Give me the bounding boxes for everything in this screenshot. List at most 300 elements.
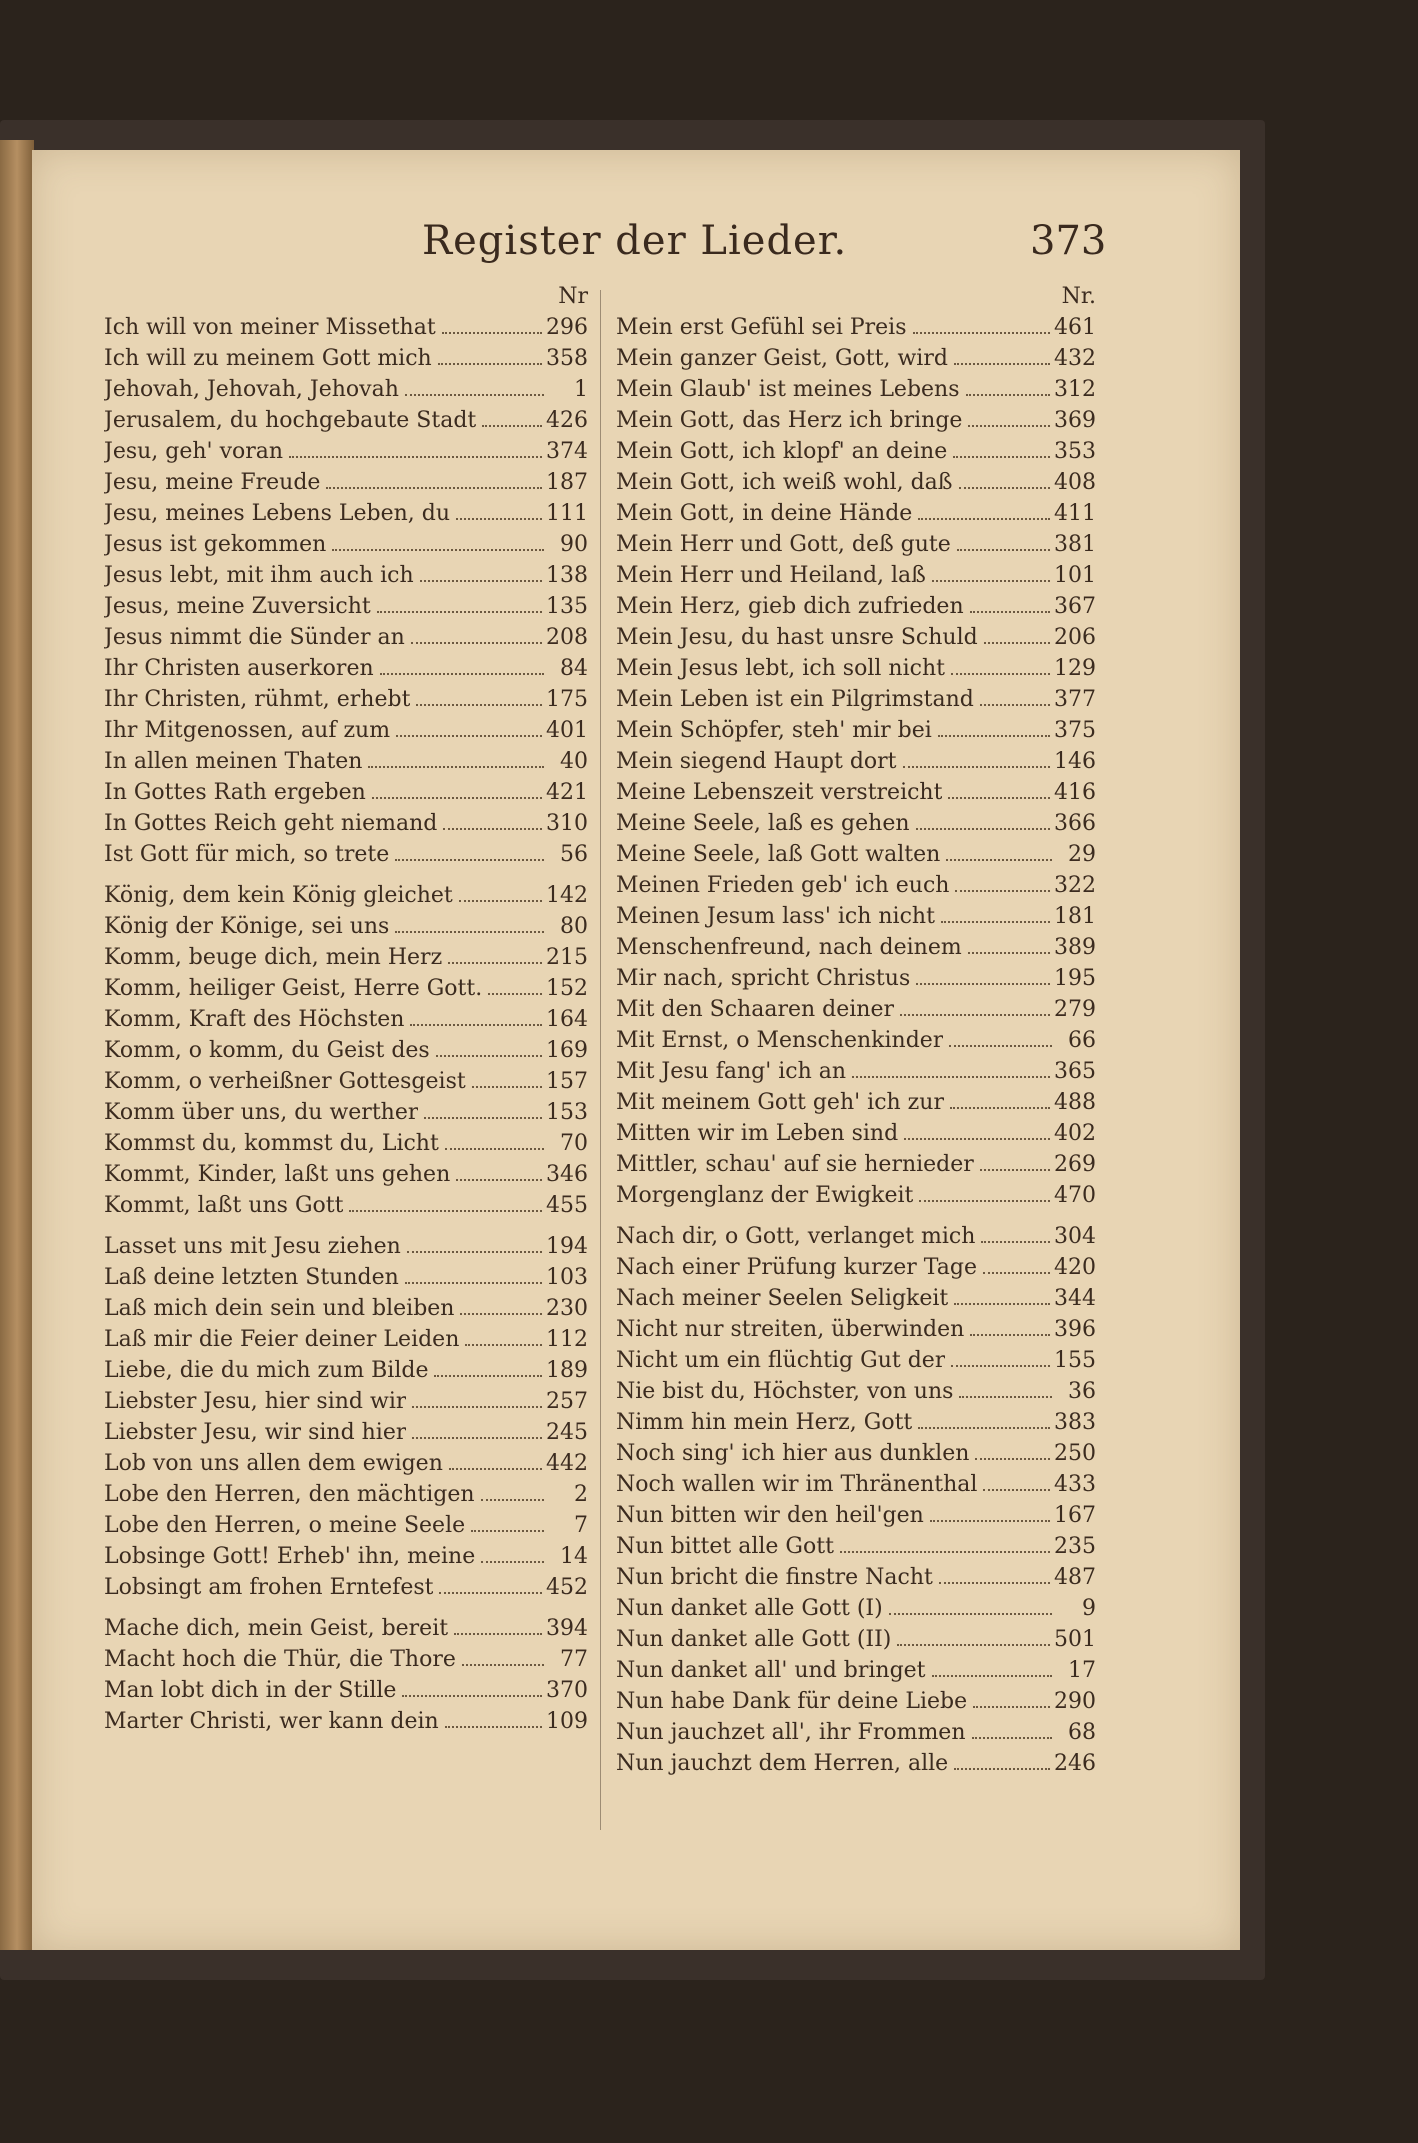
dot-leader [904, 1138, 1050, 1140]
dot-leader [930, 1520, 1050, 1522]
hymn-number: 187 [546, 470, 588, 495]
hymn-title: In allen meinen Thaten [104, 749, 363, 774]
hymn-title: Mein Schöpfer, steh' mir bei [616, 718, 932, 743]
dot-leader [412, 1406, 542, 1408]
index-entry [616, 405, 1096, 436]
dot-leader [442, 332, 542, 334]
dot-leader [972, 1737, 1053, 1739]
dot-leader [471, 1530, 544, 1532]
dot-leader [939, 1582, 1050, 1584]
hymn-title: Mein Gott, ich klopf' an deine [616, 439, 948, 464]
hymn-title: König der Könige, sei uns [104, 914, 390, 939]
hymn-title: Jesus nimmt die Sünder an [104, 625, 405, 650]
index-entry [616, 1469, 1096, 1500]
hymn-title: Mit Ernst, o Menschenkinder [616, 1028, 944, 1053]
dot-leader [932, 1675, 1052, 1677]
hymn-number: 101 [1054, 563, 1096, 588]
index-entry [104, 1355, 588, 1386]
hymn-title: Komm, o komm, du Geist des [104, 1038, 430, 1063]
dot-leader [966, 394, 1050, 396]
index-column-left [104, 282, 588, 1737]
index-entry [104, 653, 588, 684]
hymn-title: Laß mich dein sein und bleiben [104, 1296, 455, 1321]
hymn-title: Liebster Jesu, hier sind wir [104, 1389, 407, 1414]
index-entry [104, 1262, 588, 1293]
dot-leader [900, 1014, 1050, 1016]
dot-leader [289, 456, 542, 458]
hymn-number: 370 [546, 1678, 588, 1703]
index-entry [616, 1438, 1096, 1469]
dot-leader [465, 1344, 542, 1346]
hymn-number: 167 [1054, 1503, 1096, 1528]
index-entry [104, 1035, 588, 1066]
hymn-number: 111 [546, 501, 588, 526]
hymn-number: 488 [1054, 1090, 1096, 1115]
hymn-number: 153 [546, 1100, 588, 1125]
dot-leader [462, 1664, 544, 1666]
hymn-title: Kommt, laßt uns Gott [104, 1193, 344, 1218]
index-entry [104, 374, 588, 405]
index-entry [616, 1624, 1096, 1655]
hymn-number: 164 [546, 1007, 588, 1032]
hymn-title: Jesu, meine Freude [104, 470, 321, 495]
index-entry [104, 1097, 588, 1128]
hymn-number: 155 [1054, 1348, 1096, 1373]
hymn-number: 181 [1054, 904, 1096, 929]
hymn-title: Mir nach, spricht Christus [616, 966, 911, 991]
hymn-number: 9 [1082, 1596, 1096, 1621]
index-entry [616, 1314, 1096, 1345]
hymn-number: 235 [1054, 1534, 1096, 1559]
dot-leader [481, 1499, 544, 1501]
dot-leader [946, 859, 1052, 861]
hymn-title: Lobe den Herren, den mächtigen [104, 1482, 475, 1507]
hymn-number: 142 [546, 883, 588, 908]
dot-leader [951, 673, 1050, 675]
hymn-title: Komm, Kraft des Höchsten [104, 1007, 405, 1032]
index-entry [616, 1221, 1096, 1252]
index-entry [104, 1510, 588, 1541]
index-entry [616, 622, 1096, 653]
dot-leader [938, 735, 1050, 737]
index-entry [616, 1655, 1096, 1686]
hymn-number: 394 [546, 1616, 588, 1641]
hymn-number: 442 [546, 1451, 588, 1476]
hymn-number: 135 [546, 594, 588, 619]
hymn-title: Laß mir die Feier deiner Leiden [104, 1327, 460, 1352]
index-entry [104, 529, 588, 560]
hymn-title: Nun habe Dank für deine Liebe [616, 1689, 968, 1714]
index-entry [616, 1252, 1096, 1283]
dot-leader [897, 1644, 1050, 1646]
index-entry [104, 560, 588, 591]
index-entry [104, 684, 588, 715]
dot-leader [975, 1458, 1050, 1460]
hymn-number: 310 [546, 811, 588, 836]
hymn-title: Lob von uns allen dem ewigen [104, 1451, 443, 1476]
index-entry [616, 777, 1096, 808]
hymn-title: Nun bitten wir den heil'gen [616, 1503, 924, 1528]
hymn-number: 383 [1054, 1410, 1096, 1435]
dot-leader [889, 1613, 1052, 1615]
hymn-number: 279 [1054, 997, 1096, 1022]
index-entry [104, 1541, 588, 1572]
hymn-number: 426 [546, 408, 588, 433]
index-entry [104, 1479, 588, 1510]
dot-leader [405, 1282, 542, 1284]
group-gap [104, 1221, 588, 1231]
hymn-number: 70 [560, 1131, 588, 1156]
hymn-title: Meine Seele, laß Gott walten [616, 842, 941, 867]
index-entry [616, 1717, 1096, 1748]
index-entry [616, 1686, 1096, 1717]
hymn-title: Mache dich, mein Geist, bereit [104, 1616, 449, 1641]
dot-leader [460, 1313, 542, 1315]
dot-leader [456, 1179, 542, 1181]
hymn-number: 245 [546, 1420, 588, 1445]
index-entry [616, 715, 1096, 746]
hymn-title: Jerusalem, du hochgebaute Stadt [104, 408, 477, 433]
hymn-number: 175 [546, 687, 588, 712]
hymn-title: Meinen Jesum lass' ich nicht [616, 904, 935, 929]
index-entry [104, 1231, 588, 1262]
dot-leader [445, 1726, 542, 1728]
hymn-title: König, dem kein König gleichet [104, 883, 453, 908]
dot-leader [481, 1561, 544, 1563]
dot-leader [941, 921, 1050, 923]
index-entry [616, 1283, 1096, 1314]
hymn-title: Noch sing' ich hier aus dunklen [616, 1441, 970, 1466]
hymn-title: Mit meinem Gott geh' ich zur [616, 1090, 944, 1115]
index-entry [616, 684, 1096, 715]
hymn-title: Mein Gott, ich weiß wohl, daß [616, 470, 953, 495]
hymn-title: Laß deine letzten Stunden [104, 1265, 399, 1290]
dot-leader [840, 1551, 1050, 1553]
index-entry [616, 467, 1096, 498]
hymn-number: 408 [1054, 470, 1096, 495]
dot-leader [372, 797, 542, 799]
dot-leader [405, 394, 544, 396]
hymn-number: 374 [546, 439, 588, 464]
dot-leader [482, 425, 542, 427]
hymn-number: 56 [560, 842, 588, 867]
dot-leader [449, 1468, 542, 1470]
index-entry [616, 1149, 1096, 1180]
index-entry [104, 591, 588, 622]
hymn-number: 296 [546, 315, 588, 340]
dot-leader [326, 487, 542, 489]
hymn-title: Morgenglanz der Ewigkeit [616, 1183, 914, 1208]
hymn-number: 68 [1068, 1720, 1096, 1745]
hymn-number: 157 [546, 1069, 588, 1094]
index-entry [104, 808, 588, 839]
dot-leader [402, 1695, 542, 1697]
hymn-title: Ihr Christen auserkoren [104, 656, 374, 681]
index-entry [616, 343, 1096, 374]
hymn-title: Nun danket alle Gott (I) [616, 1596, 883, 1621]
page-number: 373 [1030, 218, 1107, 264]
index-entry [104, 715, 588, 746]
hymn-number: 129 [1054, 656, 1096, 681]
hymn-title: Meinen Frieden geb' ich euch [616, 873, 950, 898]
hymn-number: 401 [546, 718, 588, 743]
dot-leader [959, 1396, 1052, 1398]
nr-column-header: Nr [558, 284, 588, 309]
hymn-title: Mein Jesu, du hast unsre Schuld [616, 625, 978, 650]
index-entry [104, 1293, 588, 1324]
index-entry [104, 1448, 588, 1479]
dot-leader [412, 1437, 542, 1439]
index-entry [104, 1324, 588, 1355]
dot-leader [434, 1375, 542, 1377]
hymn-title: Komm, o verheißner Gottesgeist [104, 1069, 466, 1094]
index-entry [104, 1644, 588, 1675]
index-entry [616, 1562, 1096, 1593]
dot-leader [445, 1148, 544, 1150]
dot-leader [954, 363, 1050, 365]
hymn-number: 402 [1054, 1121, 1096, 1146]
index-entry [104, 942, 588, 973]
hymn-number: 344 [1054, 1286, 1096, 1311]
dot-leader [954, 1768, 1050, 1770]
dot-leader [488, 993, 542, 995]
dot-leader [916, 828, 1050, 830]
dot-leader [968, 952, 1050, 954]
hymn-number: 1 [574, 377, 588, 402]
hymn-number: 433 [1054, 1472, 1096, 1497]
dot-leader [968, 425, 1050, 427]
hymn-title: Kommt, Kinder, laßt uns gehen [104, 1162, 451, 1187]
hymn-title: Nicht um ein flüchtig Gut der [616, 1348, 946, 1373]
dot-leader [448, 962, 542, 964]
index-entry [104, 880, 588, 911]
dot-leader [980, 704, 1050, 706]
dot-leader [951, 1365, 1050, 1367]
dot-leader [970, 611, 1050, 613]
hymn-number: 257 [546, 1389, 588, 1414]
hymn-number: 215 [546, 945, 588, 970]
hymn-title: Lobe den Herren, o meine Seele [104, 1513, 466, 1538]
dot-leader [984, 642, 1050, 644]
hymn-title: Nun bittet alle Gott [616, 1534, 834, 1559]
hymn-title: Liebe, die du mich zum Bilde [104, 1358, 429, 1383]
hymn-number: 411 [1054, 501, 1096, 526]
hymn-number: 66 [1068, 1028, 1096, 1053]
hymn-title: Mein Herz, gieb dich zufrieden [616, 594, 964, 619]
hymn-title: Jesus, meine Zuversicht [104, 594, 371, 619]
hymn-number: 230 [546, 1296, 588, 1321]
dot-leader [918, 1427, 1050, 1429]
dot-leader [377, 611, 542, 613]
hymn-title: Liebster Jesu, wir sind hier [104, 1420, 407, 1445]
dot-leader [919, 1200, 1050, 1202]
hymn-number: 304 [1054, 1224, 1096, 1249]
hymn-number: 290 [1054, 1689, 1096, 1714]
index-entry [104, 1417, 588, 1448]
dot-leader [903, 766, 1050, 768]
hymn-number: 455 [546, 1193, 588, 1218]
group-gap [616, 1211, 1096, 1221]
index-entry [616, 436, 1096, 467]
hymn-number: 206 [1054, 625, 1096, 650]
group-gap [104, 870, 588, 880]
hymn-number: 501 [1054, 1627, 1096, 1652]
dot-leader [913, 332, 1050, 334]
index-entry [616, 808, 1096, 839]
index-entry [104, 1386, 588, 1417]
hymn-title: Mein Leben ist ein Pilgrimstand [616, 687, 974, 712]
dot-leader [456, 518, 542, 520]
hymn-title: Kommst du, kommst du, Licht [104, 1131, 439, 1156]
hymn-title: Nun danket all' und bringet [616, 1658, 926, 1683]
index-entry [616, 1345, 1096, 1376]
hymn-title: Nach einer Prüfung kurzer Tage [616, 1255, 977, 1280]
index-entry [104, 1190, 588, 1221]
hymn-number: 7 [574, 1513, 588, 1538]
dot-leader [407, 1251, 542, 1253]
dot-leader [983, 1489, 1050, 1491]
dot-leader [959, 487, 1051, 489]
hymn-number: 452 [546, 1575, 588, 1600]
hymn-title: Nun bricht die finstre Nacht [616, 1565, 933, 1590]
hymn-title: Ihr Christen, rühmt, erhebt [104, 687, 411, 712]
dot-leader [396, 735, 542, 737]
dot-leader [932, 580, 1050, 582]
index-entry [104, 1572, 588, 1603]
hymn-number: 84 [560, 656, 588, 681]
index-entry [616, 1748, 1096, 1779]
index-entry [616, 560, 1096, 591]
hymn-number: 138 [546, 563, 588, 588]
hymn-number: 389 [1054, 935, 1096, 960]
index-entry [104, 622, 588, 653]
dot-leader [410, 1024, 542, 1026]
hymn-number: 250 [1054, 1441, 1096, 1466]
hymn-title: Komm, heiliger Geist, Herre Gott. [104, 976, 483, 1001]
index-entry [104, 777, 588, 808]
dot-leader [380, 673, 544, 675]
index-entry [104, 498, 588, 529]
hymn-number: 322 [1054, 873, 1096, 898]
dot-leader [970, 1334, 1050, 1336]
index-entry [104, 405, 588, 436]
dot-leader [395, 931, 544, 933]
hymn-number: 367 [1054, 594, 1096, 619]
hymn-title: Mein Gott, das Herz ich bringe [616, 408, 963, 433]
hymn-title: Nun jauchzt dem Herren, alle [616, 1751, 949, 1776]
hymn-title: Ich will von meiner Missethat [104, 315, 436, 340]
hymn-number: 80 [560, 914, 588, 939]
hymn-title: Marter Christi, wer kann dein [104, 1709, 439, 1734]
hymn-number: 358 [546, 346, 588, 371]
index-entry [104, 1128, 588, 1159]
index-entry [104, 973, 588, 1004]
hymn-title: Jesus lebt, mit ihm auch ich [104, 563, 414, 588]
page-header [0, 218, 1418, 278]
index-entry [616, 1087, 1096, 1118]
index-entry [104, 1706, 588, 1737]
hymn-number: 146 [1054, 749, 1096, 774]
column-divider [600, 290, 601, 1830]
index-entry [616, 1500, 1096, 1531]
hymn-number: 40 [560, 749, 588, 774]
hymn-title: Mein Jesus lebt, ich soll nicht [616, 656, 945, 681]
hymn-title: Macht hoch die Thür, die Thore [104, 1647, 456, 1672]
hymn-number: 365 [1054, 1059, 1096, 1084]
hymn-title: Mit Jesu fang' ich an [616, 1059, 847, 1084]
hymn-number: 14 [560, 1544, 588, 1569]
index-entry [104, 1613, 588, 1644]
hymn-number: 366 [1054, 811, 1096, 836]
hymn-number: 169 [546, 1038, 588, 1063]
page-title: Register der Lieder. [422, 218, 848, 264]
hymn-title: Nun jauchzet all', ihr Frommen [616, 1720, 966, 1745]
hymn-title: Mein siegend Haupt dort [616, 749, 897, 774]
hymn-title: Mein Glaub' ist meines Lebens [616, 377, 960, 402]
hymn-number: 470 [1054, 1183, 1096, 1208]
index-entry [104, 1159, 588, 1190]
dot-leader [472, 1086, 542, 1088]
hymn-number: 375 [1054, 718, 1096, 743]
hymn-title: Jesus ist gekommen [104, 532, 327, 557]
hymn-title: Nie bist du, Höchster, von uns [616, 1379, 954, 1404]
index-entry [104, 312, 588, 343]
index-entry [616, 1056, 1096, 1087]
hymn-title: Mein Gott, in deine Hände [616, 501, 913, 526]
nr-column-header: Nr. [1061, 284, 1096, 309]
dot-leader [981, 1241, 1050, 1243]
hymn-number: 353 [1054, 439, 1096, 464]
index-entry [616, 839, 1096, 870]
hymn-title: Menschenfreund, nach deinem [616, 935, 962, 960]
hymn-title: Mitten wir im Leben sind [616, 1121, 899, 1146]
hymn-title: Ihr Mitgenossen, auf zum [104, 718, 391, 743]
hymn-title: Ist Gott für mich, so trete [104, 842, 390, 867]
index-entry [616, 901, 1096, 932]
hymn-title: Mein Herr und Gott, deß gute [616, 532, 951, 557]
dot-leader [955, 890, 1050, 892]
dot-leader [439, 1592, 542, 1594]
index-entry [104, 436, 588, 467]
index-entry [104, 1066, 588, 1097]
index-entry [616, 994, 1096, 1025]
index-entry [104, 1675, 588, 1706]
dot-leader [438, 363, 542, 365]
index-entry [616, 529, 1096, 560]
index-entry [616, 374, 1096, 405]
hymn-number: 36 [1068, 1379, 1096, 1404]
hymn-title: Nach dir, o Gott, verlanget mich [616, 1224, 976, 1249]
index-entry [104, 911, 588, 942]
dot-leader [459, 900, 542, 902]
hymn-number: 381 [1054, 532, 1096, 557]
index-entry [616, 1376, 1096, 1407]
hymn-number: 312 [1054, 377, 1096, 402]
dot-leader [948, 797, 1050, 799]
hymn-number: 208 [546, 625, 588, 650]
hymn-number: 432 [1054, 346, 1096, 371]
dot-leader [424, 1117, 542, 1119]
dot-leader [957, 549, 1050, 551]
hymn-title: Mein erst Gefühl sei Preis [616, 315, 907, 340]
dot-leader [852, 1076, 1050, 1078]
hymn-title: Lobsinge Gott! Erheb' ihn, meine [104, 1544, 476, 1569]
index-entry [616, 1593, 1096, 1624]
hymn-number: 77 [560, 1647, 588, 1672]
dot-leader [950, 1107, 1050, 1109]
dot-leader [916, 983, 1050, 985]
index-column-right [616, 282, 1096, 1779]
